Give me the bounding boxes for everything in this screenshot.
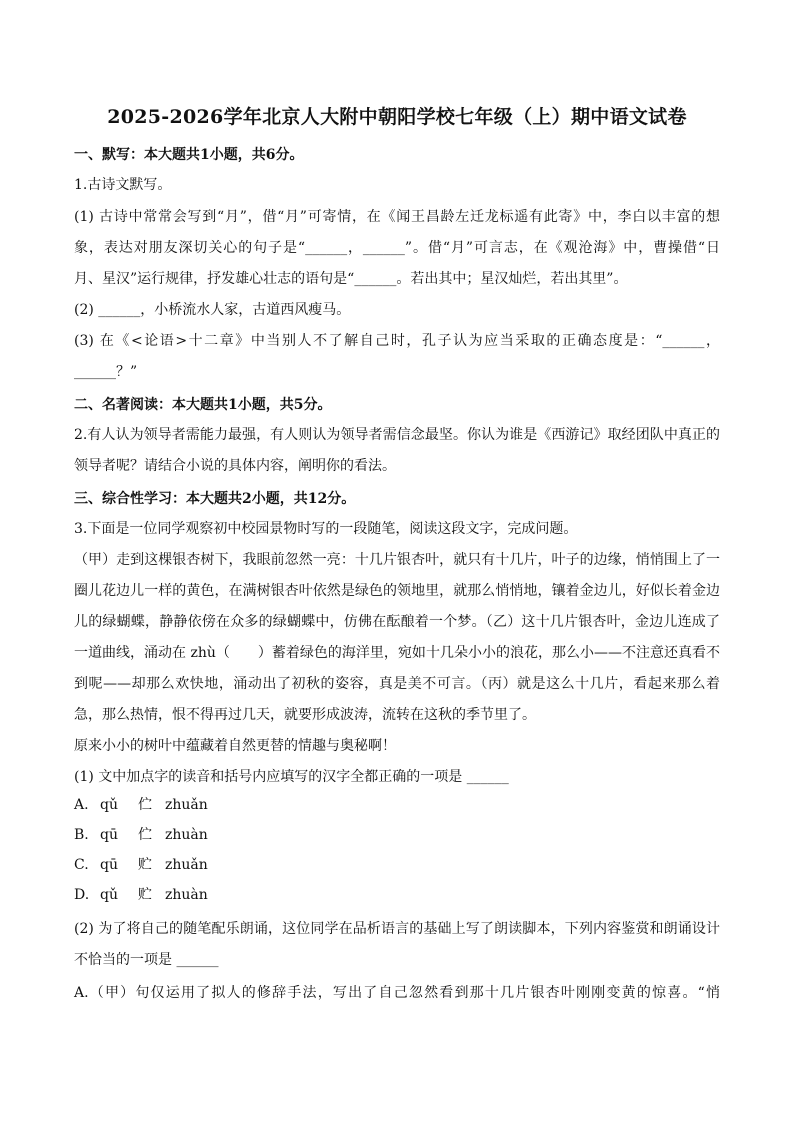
passage-line: 到呢——却那么欢快地，涌动出了初秋的姿容，真是美不可言。（丙）就是这么十几片，看起来那么着 [74, 676, 720, 692]
option-letter: C. [74, 857, 89, 873]
option-pinyin-1: qǔ [100, 887, 118, 903]
option-a [74, 795, 208, 815]
section-heading-3: 三、综合性学习：本大题共2小题，共12分。 [74, 491, 356, 507]
question-2-line: 2.有人认为领导者需能力最强，有人则认为领导者需信念最坚。你认为谁是《西游记》取经团队中真正的 [74, 427, 720, 443]
option-char: 贮 [138, 857, 152, 873]
option-d [74, 885, 208, 905]
passage-line: 一道曲线，涌动在 zhù（ ）蓄着绿色的海洋里，宛如十几朵小小的浪花，那么小——不注意还真看不 [74, 645, 720, 661]
question-3-part-1: (1) 文中加点字的读音和括号内应填写的汉字全都正确的一项是 ______ [74, 769, 509, 785]
question-1-stem: 1.古诗文默写。 [74, 177, 172, 193]
passage-closing: 原来小小的树叶中蕴藏着自然更替的情趣与奥秘啊！ [74, 738, 396, 754]
option-pinyin-2: zhuàn [165, 827, 208, 843]
question-2-line: 领导者呢？请结合小说的具体内容，阐明你的看法。 [74, 458, 396, 474]
option-char: 贮 [138, 887, 152, 903]
question-1-part-1-line: (1) 古诗中常常会写到“月”，借“月”可寄情，在《闻王昌龄左迁龙标遥有此寄》中，李白以丰富的想 [74, 209, 720, 225]
question-3-part-2-line: (2) 为了将自己的随笔配乐朗诵，这位同学在品析语言的基础上写了朗读脚本，下列内容鉴赏和朗诵设计 [74, 921, 720, 937]
option-c [74, 855, 208, 875]
option-pinyin-1: qǔ [100, 797, 118, 813]
passage-line: 圈儿花边儿一样的黄色，在满树银杏叶依然是绿色的领地里，就那么悄悄地，镶着金边儿，好似长着金边 [74, 583, 720, 599]
section-heading-2: 二、名著阅读：本大题共1小题，共5分。 [74, 397, 332, 413]
option-letter: A. [74, 797, 89, 813]
question-3-part-2-line: 不恰当的一项是 ______ [74, 952, 219, 968]
option-char: 伫 [138, 827, 152, 843]
page-title: 2025-2026学年北京人大附中朝阳学校七年级（上）期中语文试卷 [107, 106, 687, 128]
answer-option-a-line: A.（甲）句仅运用了拟人的修辞手法，写出了自己忽然看到那十几片银杏叶刚刚变黄的惊喜。“悄 [74, 985, 720, 1001]
question-3-stem: 3.下面是一位同学观察初中校园景物时写的一段随笔，阅读这段文字，完成问题。 [74, 521, 578, 537]
option-letter: B. [74, 827, 89, 843]
option-char: 伫 [138, 797, 152, 813]
option-pinyin-2: zhuàn [165, 887, 208, 903]
passage-line: 儿的绿蝴蝶，静静依傍在众多的绿蝴蝶中，仿佛在酝酿着一个梦。（乙）这十几片银杏叶，金边儿连成了 [74, 614, 720, 630]
option-pinyin-1: qū [100, 857, 118, 873]
passage-line: 急，那么热情，恨不得再过几天，就要形成波涛，流转在这秋的季节里了。 [74, 707, 536, 723]
question-1-part-3-line: ______？” [74, 364, 138, 380]
question-1-part-1-line: 象，表达对朋友深切关心的句子是“______，______”。借“月”可言志，在《观沧海》中，曹操借“日 [74, 240, 720, 256]
option-letter: D. [74, 887, 90, 903]
option-pinyin-1: qū [100, 827, 118, 843]
option-pinyin-2: zhuǎn [165, 797, 208, 813]
option-pinyin-2: zhuǎn [165, 857, 208, 873]
question-1-part-2: (2) ______，小桥流水人家，古道西风瘦马。 [74, 302, 351, 318]
passage-line: （甲）走到这棵银杏树下，我眼前忽然一亮：十几片银杏叶，就只有十几片，叶子的边缘，悄悄围上了一 [74, 552, 720, 568]
section-heading-1: 一、默写：本大题共1小题，共6分。 [74, 147, 304, 163]
question-1-part-3-line: (3) 在《<论语>十二章》中当别人不了解自己时，孔子认为应当采取的正确态度是：“______， [74, 333, 720, 349]
question-1-part-1-line: 月、星汉”运行规律，抒发雄心壮志的语句是“______。若出其中；星汉灿烂，若出其里”。 [74, 271, 628, 287]
option-b [74, 825, 208, 845]
